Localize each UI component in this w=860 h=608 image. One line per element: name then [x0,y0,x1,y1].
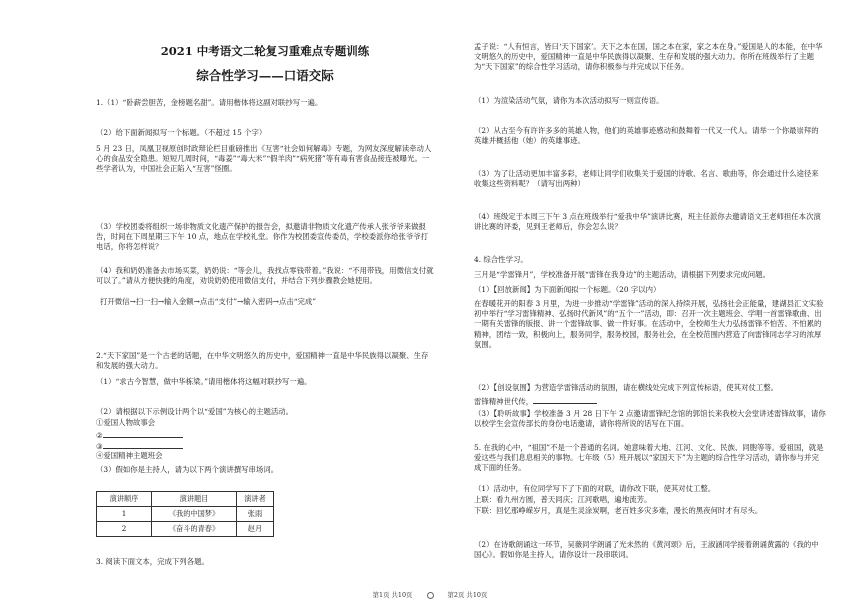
question-1-3: （3）学校团委将组织一场非物质文化遗产保护的报告会，拟邀请非物质文化遗产传承人张爷爷来做报告，时间在下周星期三下午 10 点，地点在学校礼堂。你作为校团委宣传委员，学校委派你给张爷爷打电话，你将怎样说？ [96,222,428,252]
question-4-intro: 三月是“学雷锋月”，学校准备开展“雷锋在我身边”的主题活动，请根据下列要求完成问题。 [474,270,770,279]
activity-item-1: ①爱国人物故事会 [96,418,156,427]
activity-item-3-label: ③ [96,442,103,451]
table-cell-speaker: 张雨 [237,507,274,522]
page-title: 2021 中考语文二轮复习重难点专题训练 [160,44,370,58]
page-number-right: 第2页 共10页 [447,591,488,599]
task-1: （1）为渲染活动气氛，请你为本次活动拟写一则宣传语。 [474,96,664,105]
separator-circle-icon [427,592,434,599]
question-4-3: （3）【聆听故事】学校准备 3 月 28 日下午 2 点邀请雷锋纪念馆的郭馆长来我校大会堂讲述雷锋故事，请你以校学生会宣传部长的身份电话邀请，请你将所说的话写在下面。 [474,409,826,429]
page-number-left: 第1页 共10页 [372,591,413,599]
page-subtitle: 综合性学习——口语交际 [196,68,334,83]
activity-intro: 孟子说：“人有恒言，皆曰‘天下国家’。天下之本在国，国之本在家，家之本在身。”爱国是人的本能，在中华文明悠久的历史中，爱国精神一直是中华民族得以凝聚、生存和发展的强大动力。你所在班级举行了主题为“天下国家”的综合性学习活动，请你积极参与并完成以下任务。 [474,42,823,72]
table-header-order: 演讲顺序 [97,492,152,507]
question-3: 3. 阅读下面文本，完成下列各题。 [96,557,209,566]
question-2-2: （2）请根据以下示例设计两个以“爱国”为核心的主题活动。 [96,407,294,416]
question-4-head: 4. 综合性学习。 [474,255,528,264]
page-footer [0,590,860,599]
question-5-intro: 5. 在我的心中，“祖国”不是一个普通的名词。她意味着大地、江河、文化、民族、同胞等等。爱祖国，就是爱这些与我们息息相关的事物。七年级（5）班开展以“家国天下”为主题的综合性学习活动，请你参与并完成下面的任务。 [474,443,824,473]
table-header-speaker: 演讲者 [237,492,274,507]
activity-item-2-blank[interactable] [103,429,183,438]
task-2: （2）从古至今有许许多多的英雄人物，他们的英雄事迹感动和鼓舞着一代又一代人。请举一个你最崇拜的英雄并概括他（她）的英雄事迹。 [474,126,819,146]
question-4-1-head: （1）【回放新闻】为下面新闻拟一个标题。（20 字以内） [474,285,661,294]
table-cell-title: 《我的中国梦》 [152,507,237,522]
table-cell-speaker: 赵月 [237,522,274,537]
table-header-title: 演讲题目 [152,492,237,507]
table-cell-order: 1 [97,507,152,522]
table-cell-title: 《奋斗的青春》 [152,522,237,537]
table-row [97,507,274,522]
couplet-upper: 上联：看九州方圆，普天同庆；江河歌唱，遍地流芳。 [474,495,652,504]
question-1-4-steps: 打开微信→扫一扫→输入金额→点击“支付”→输入密码→点击“完成” [100,297,317,306]
question-5-1: （1）活动中，有位同学写下了下面的对联，请你改下联，使其对仗工整。 [474,484,716,493]
table-row [97,522,274,537]
activity-item-3-blank[interactable] [103,440,183,449]
question-2-1: （1）“求古今智慧，做中华栋梁。”请用楷体将这幅对联抄写一遍。 [96,377,312,386]
question-4-2-head: （2）【创设氛围】为营造学雷锋活动的氛围，请在横线处完成下列宣传标语，使其对仗工整。 [474,383,779,392]
question-1-4: （4）我和奶奶准备去市场买菜，奶奶说：“等会儿，我找点零钱带着。”我说：“不用带钱，用微信支付就可以了。”请从方便快捷的角度，劝说奶奶使用微信支付，并结合下列步骤教会她使用。 [96,266,434,286]
task-4: （4）班级定于本周三下午 3 点在班级举行“爱我中华”演讲比赛，班主任派你去邀请语文王老师担任本次演讲比赛的评委，见到王老师后，你会怎么说？ [474,212,821,232]
question-5-2: （2）在诗歌朗诵这一环节，吴薇同学朗诵了光未然的《黄河颂》后，王淑涵同学接着朗诵黄露的《我的中国心》。假如你是主持人，请你设计一段串联词。 [474,540,819,560]
table-cell-order: 2 [97,522,152,537]
slogan-line: 雷锋精神世代传， [474,395,826,407]
question-1-2-news: 5 月 23 日，凤凰卫视原创时政辩论栏目重磅推出《互害“社会如何解毒》专题，为网友深度解读牵动人心的食品安全隐患。短短几周时间，“毒姜”“毒大米”“假羊肉”“病死猪”等有毒有害食品接连被曝光。一些学者认为，中国社会正陷入“互害”怪圈。 [96,144,432,174]
slogan-first-half: 雷锋精神世代传 [474,397,526,406]
slogan-blank[interactable] [533,395,597,404]
couplet-lower: 下联：回忆那峥嵘岁月，真是生灵涂炭啊，老百姓多灾多难，漫长的黑夜何时才有尽头。 [474,506,763,515]
activity-item-2-label: ② [96,431,103,440]
speech-table-header [97,492,274,507]
speech-table [96,491,274,537]
question-4-1-news: 在春暖花开的阳春 3 月里，为进一步推动“学雷锋”活动的深入持续开展，弘扬社会正能量，建湖县汇文实验初中举行“学习雷锋精神、弘扬时代新风”的“五个一”活动，即：召开一次主题班会、学唱一首雷锋歌曲、出一期有关雷锋的版报、讲一个雷锋故事、做一件好事。在活动中，全校师生大力弘扬雷锋不怕苦、不怕累的精神，团结一致，积极向上，服务同学，服务校园，服务社会，在全校范围内营造了向雷锋同志学习的浓厚氛围。 [474,299,824,349]
question-2-intro: 2.“天下家国”是一个古老的话题，在中华文明悠久的历史中，爱国精神一直是中华民族得以凝聚、生存和发展的强大动力。 [96,351,429,371]
activity-item-4: ④爱国精神主题班会 [96,451,163,460]
task-3: （3）为了让活动更加丰富多彩，老师让同学们收集关于爱国的诗歌、名言、歌曲等，你会通过什么途径来收集这些资料呢？（请写出两种） [474,169,819,189]
question-2-3: （3）假如你是主持人，请为以下两个演讲撰写串场词。 [96,465,279,474]
question-1-1: 1.（1）“卧薪尝胆苦，金榜题名甜”。请用楷体将这副对联抄写一遍。 [96,98,323,107]
question-1-2-head: （2）给下面新闻拟写一个标题。（不超过 15 个字） [96,128,267,137]
